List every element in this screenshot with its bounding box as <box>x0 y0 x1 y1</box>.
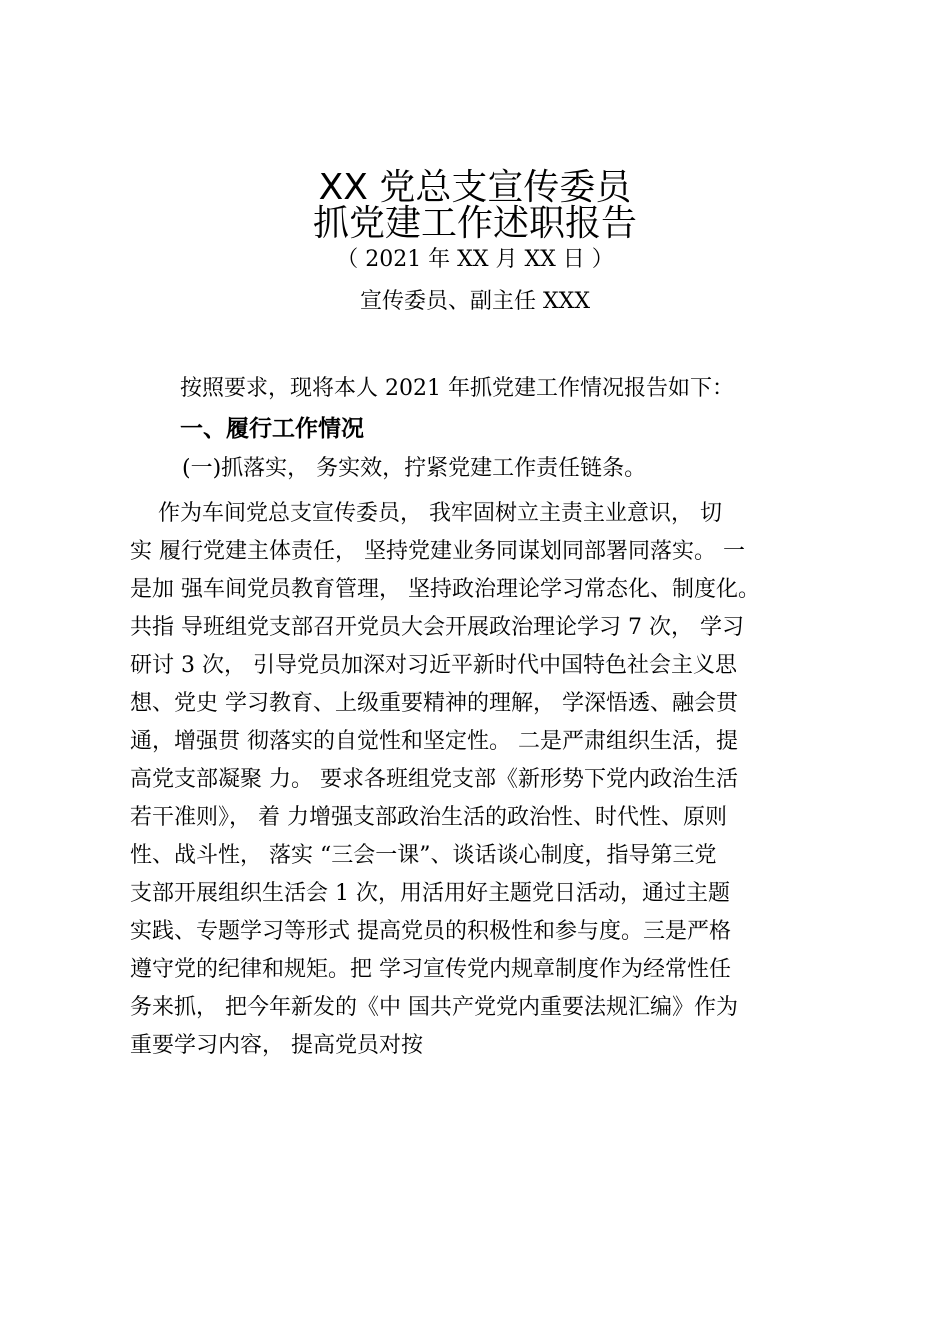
subsection-heading: (一)抓落实， 务实效，拧紧党建工作责任链条。 <box>182 456 647 481</box>
document-title-line-2: 抓党建工作述职报告 <box>312 203 637 244</box>
section-heading: 一、履行工作情况 <box>180 416 364 442</box>
body-line: 实践、专题学习等形式 提高党员的积极性和参与度。三是严格 <box>130 919 731 944</box>
body-line: 是加 强车间党员教育管理， 坚持政治理论学习常态化、制度化。 <box>130 577 760 602</box>
body-line: 作为车间党总支宣传委员， 我牢固树立主责主业意识， 切 <box>130 501 722 526</box>
body-line: 性、战斗性， 落实 “三会一课”、谈话谈心制度，指导第三党 <box>130 843 717 868</box>
intro-paragraph: 按照要求，现将本人 2021 年抓党建工作情况报告如下： <box>180 376 734 401</box>
body-line: 高党支部凝聚 力。 要求各班组党支部《新形势下党内政治生活 <box>130 767 738 792</box>
body-line: 通，增强贯 彻落实的自觉性和坚定性。 二是严肃组织生活，提 <box>130 729 738 754</box>
report-date: （ 2021 年 XX 月 XX 日 ） <box>336 247 614 272</box>
body-line: 研讨 3 次， 引导党员加深对习近平新时代中国特色社会主义思 <box>130 653 737 678</box>
body-line: 共指 导班组党支部召开党员大会开展政治理论学习 7 次， 学习 <box>130 615 744 640</box>
body-line: 支部开展组织生活会 1 次，用活用好主题党日活动，通过主题 <box>130 881 730 906</box>
report-author: 宣传委员、副主任 XXX <box>360 289 590 314</box>
body-line: 实 履行党建主体责任， 坚持党建业务同谋划同部署同落实。 一 <box>130 539 745 564</box>
document-title-line-1: XX 党总支宣传委员 <box>318 167 632 208</box>
body-line: 想、党史 学习教育、上级重要精神的理解， 学深悟透、融会贯 <box>130 691 738 716</box>
body-line: 若干准则》， 着 力增强支部政治生活的政治性、时代性、原则 <box>130 805 727 830</box>
body-line: 遵守党的纪律和规矩。把 学习宣传党内规章制度作为经常性任 <box>130 957 731 982</box>
body-line: 重要学习内容， 提高党员对按 <box>130 1033 423 1058</box>
body-line: 务来抓， 把今年新发的《中 国共产党党内重要法规汇编》作为 <box>130 995 738 1020</box>
